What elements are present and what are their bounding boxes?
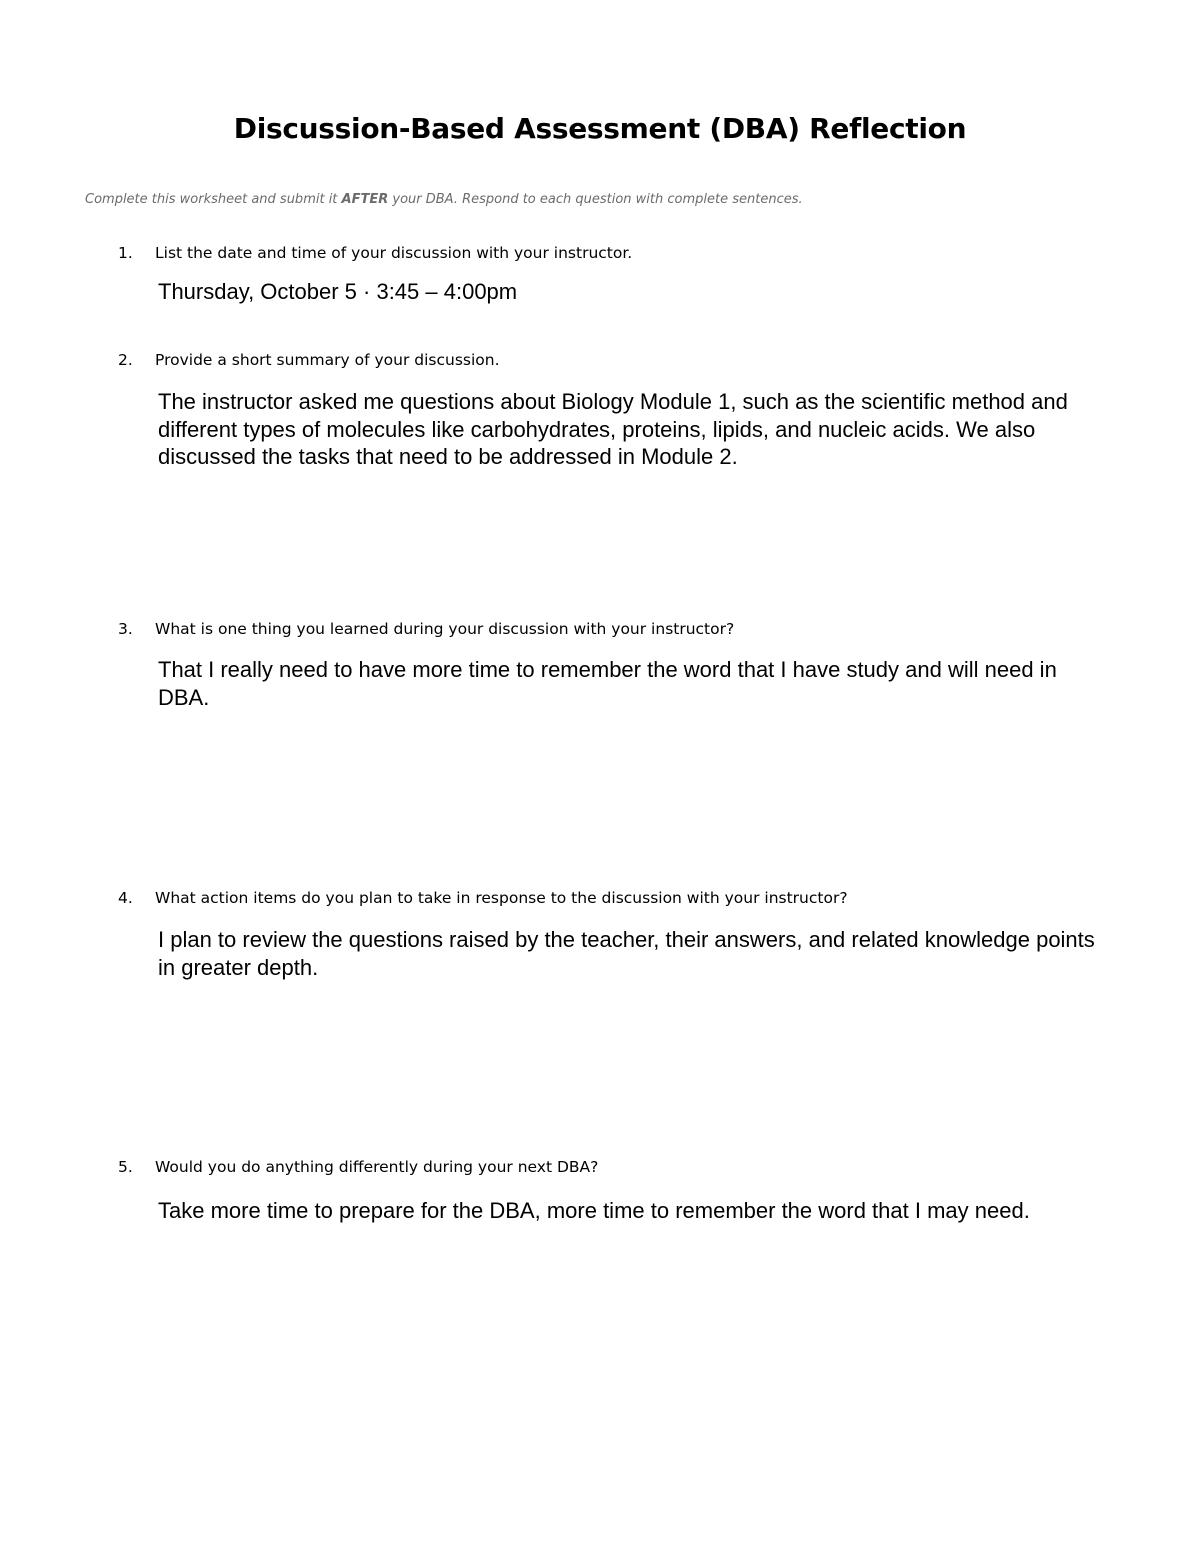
question-3 — [118, 620, 1118, 638]
question-prompt: Provide a short summary of your discussion. — [155, 351, 500, 369]
question-2 — [118, 351, 1118, 369]
question-number: 2. — [118, 351, 133, 369]
question-number: 4. — [118, 889, 133, 907]
answer-5: Take more time to prepare for the DBA, more time to remember the word that I may need. — [158, 1198, 1030, 1223]
question-prompt: List the date and time of your discussion with your instructor. — [155, 244, 633, 262]
question-prompt: What is one thing you learned during your discussion with your instructor? — [155, 620, 735, 638]
instructions-before: Complete this worksheet and submit it — [85, 192, 342, 207]
question-1 — [118, 244, 1118, 262]
answer-3: That I really need to have more time to remember the word that I have study and will need in DBA. — [158, 657, 1057, 710]
question-5 — [118, 1158, 1118, 1176]
answer-2: The instructor asked me questions about Biology Module 1, such as the scientific method and different types of molecules like carbohydrates, proteins, lipids, and nucleic acids. We also discussed the tasks that need to be addressed in Module 2. — [158, 389, 1068, 469]
instructions-text — [85, 192, 1135, 207]
question-number: 1. — [118, 244, 133, 262]
question-number: 5. — [118, 1158, 133, 1176]
question-4 — [118, 889, 1118, 907]
page-title: Discussion-Based Assessment (DBA) Reflection — [233, 112, 967, 145]
question-prompt: Would you do anything differently during your next DBA? — [155, 1158, 599, 1176]
question-prompt: What action items do you plan to take in response to the discussion with your instructor? — [155, 889, 848, 907]
answer-4: I plan to review the questions raised by the teacher, their answers, and related knowledge points in greater depth. — [158, 927, 1095, 980]
question-number: 3. — [118, 620, 133, 638]
instructions-after: your DBA. Respond to each question with complete sentences. — [388, 192, 803, 207]
instructions-emphasis: AFTER — [341, 192, 389, 207]
answer-1: Thursday, October 5 · 3:45 – 4:00pm — [158, 279, 518, 304]
